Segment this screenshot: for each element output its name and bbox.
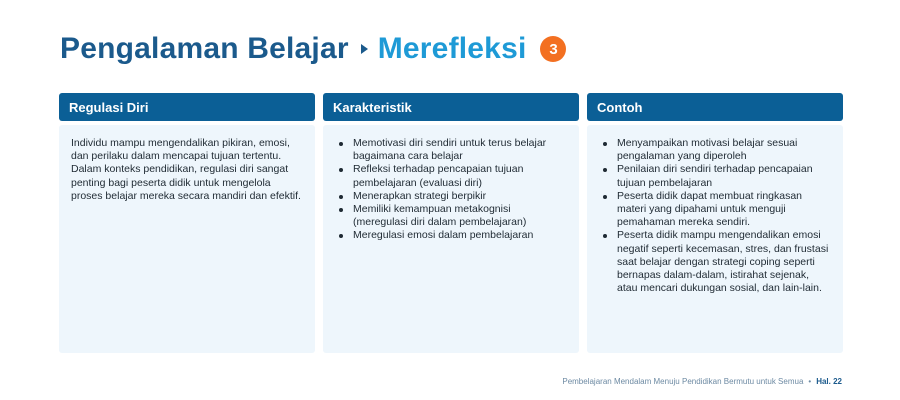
bullet-list [335,137,567,243]
column-body [323,125,579,353]
caret-right-icon [361,44,368,54]
column-paragraph: Individu mampu mengendalikan pikiran, emosi, dan perilaku dalam mencapai tujuan tertentu. Dalam konteks pendidikan, regulasi diri sangat penting bagi peserta didik untuk mengelola proses belajar mereka secara mandiri dan efektif. [71,137,301,202]
list-item: Memiliki kemampuan metakognisi (meregulasi diri dalam pembelajaran) [349,203,567,229]
bullet-list [599,137,831,295]
column-header: Regulasi Diri [59,93,315,121]
column-contoh [587,93,843,353]
list-item: Memotivasi diri sendiri untuk terus belajar bagaimana cara belajar [349,137,567,163]
content-columns [59,93,843,353]
column-karakteristik [323,93,579,353]
column-body [587,125,843,353]
list-item: Meregulasi emosi dalam pembelajaran [349,229,567,242]
column-header: Karakteristik [323,93,579,121]
list-item: Refleksi terhadap pencapaian tujuan pembelajaran (evaluasi diri) [349,163,567,189]
title-main: Pengalaman Belajar [60,32,349,65]
title-sub: Merefleksi [377,32,527,65]
column-body [59,125,315,353]
list-item: Menyampaikan motivasi belajar sesuai pengalaman yang diperoleh [613,137,831,163]
list-item: Menerapkan strategi berpikir [349,190,567,203]
page-title [60,32,566,66]
column-regulasi-diri [59,93,315,353]
list-item: Peserta didik mampu mengendalikan emosi negatif seperti kecemasan, stres, dan frustasi saat belajar dengan strategi coping seperti bernapas dalam-dalam, istirahat sejenak, atau mencari dukungan sosial, dan lain-lain. [613,229,831,295]
page-footer [562,377,842,386]
column-header: Contoh [587,93,843,121]
list-item: Peserta didik dapat membuat ringkasan materi yang dipahami untuk menguji pemahaman mereka sendiri. [613,190,831,230]
step-badge: 3 [540,36,566,62]
page-number: Hal. 22 [816,377,842,386]
footer-separator: • [808,377,812,386]
footer-text: Pembelajaran Mendalam Menuju Pendidikan Bermutu untuk Semua [562,377,804,386]
list-item: Penilaian diri sendiri terhadap pencapaian tujuan pembelajaran [613,163,831,189]
